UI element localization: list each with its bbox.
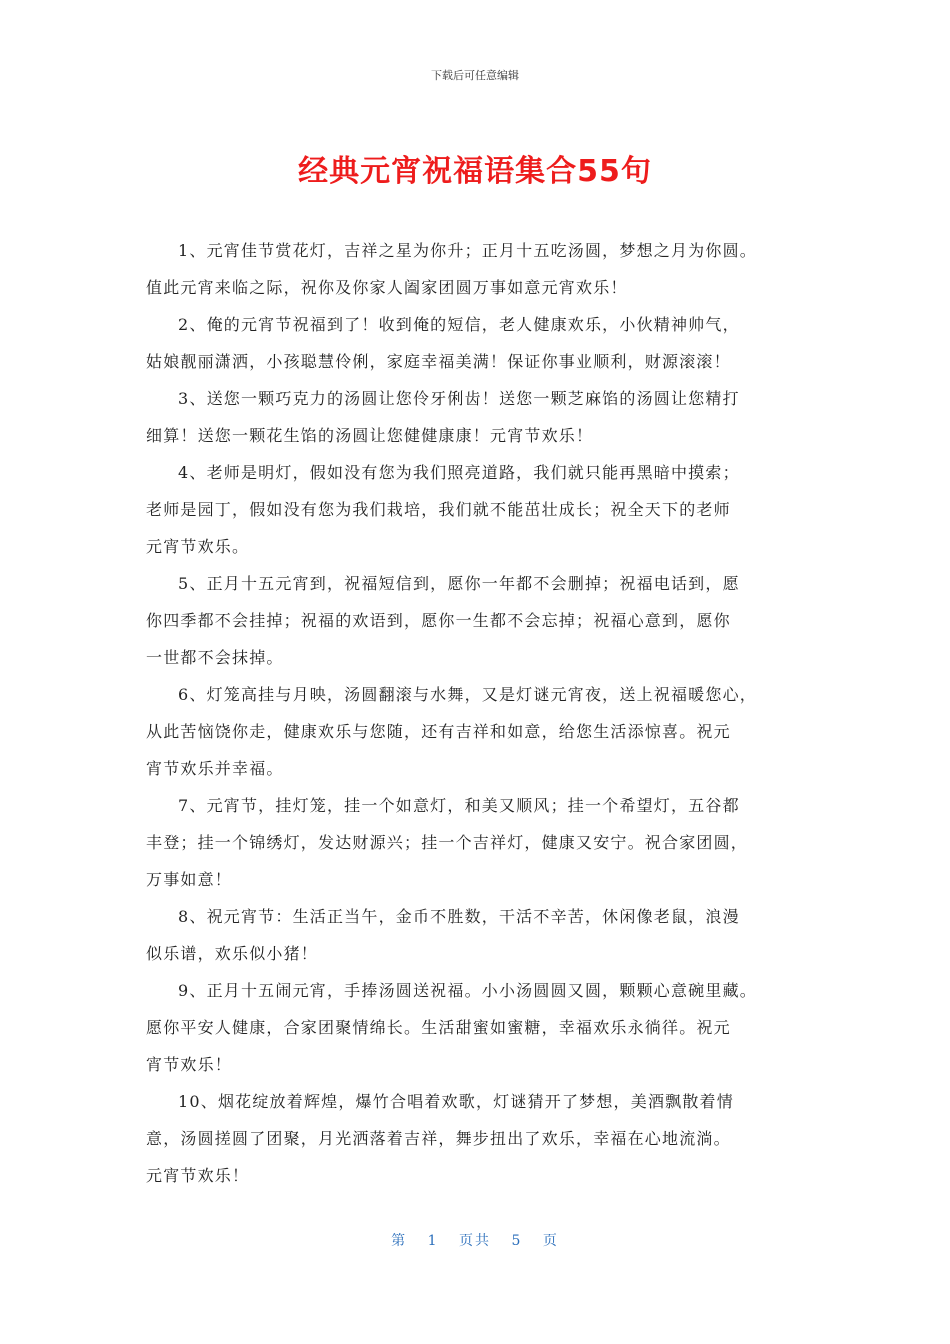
paragraph [146,380,826,454]
footer-page-label: 第 [391,1233,408,1249]
footer-total-label: 页共 [459,1233,491,1249]
paragraph-line: 意，汤圆搓圆了团聚，月光洒落着吉祥，舞步扭出了欢乐，幸福在心地流淌。 [146,1129,731,1148]
paragraph [146,787,826,898]
paragraph-line: 元宵节欢乐。 [146,537,250,556]
paragraph [146,972,826,1083]
paragraph [146,232,826,306]
paragraph-line: 似乐谱，欢乐似小猪！ [146,944,319,963]
paragraph [146,1083,826,1194]
paragraph-line: 3、送您一颗巧克力的汤圆让您伶牙俐齿！送您一颗芝麻馅的汤圆让您精打 [178,389,740,408]
paragraph-line: 值此元宵来临之际，祝你及你家人阖家团圆万事如意元宵欢乐！ [146,278,628,297]
footer-page-number: 1 [427,1233,439,1249]
paragraph-line: 姑娘靓丽潇洒，小孩聪慧伶俐，家庭幸福美满！保证你事业顺利，财源滚滚！ [146,352,731,371]
paragraph-line: 1、元宵佳节赏花灯，吉祥之星为你升；正月十五吃汤圆，梦想之月为你圆。 [178,241,757,260]
page-footer [0,1230,950,1250]
paragraph-line: 2、俺的元宵节祝福到了！收到俺的短信，老人健康欢乐，小伙精神帅气， [178,315,740,334]
paragraph-line: 宵节欢乐并幸福。 [146,759,284,778]
paragraph-line: 7、元宵节，挂灯笼，挂一个如意灯，和美又顺风；挂一个希望灯，五谷都 [178,796,740,815]
paragraph-line: 宵节欢乐！ [146,1055,233,1074]
paragraph [146,898,826,972]
paragraph-line: 元宵节欢乐！ [146,1166,250,1185]
page-header: 下载后可任意编辑 [431,69,519,82]
paragraph-line: 丰登；挂一个锦绣灯，发达财源兴；挂一个吉祥灯，健康又安宁。祝合家团圆， [146,833,749,852]
paragraph-line: 从此苦恼饶你走，健康欢乐与您随，还有吉祥和如意，给您生活添惊喜。祝元 [146,722,731,741]
paragraph [146,454,826,565]
paragraph-line: 愿你平安人健康，合家团聚情绵长。生活甜蜜如蜜糖，幸福欢乐永徜徉。祝元 [146,1018,731,1037]
paragraph [146,306,826,380]
paragraph-line: 6、灯笼高挂与月映，汤圆翻滚与水舞，又是灯谜元宵夜，送上祝福暖您心， [178,685,757,704]
paragraph-line: 一世都不会抹掉。 [146,648,284,667]
paragraph-line: 4、老师是明灯，假如没有您为我们照亮道路，我们就只能再黑暗中摸索； [178,463,740,482]
document-title: 经典元宵祝福语集合55句 [298,154,652,189]
paragraph-line: 万事如意！ [146,870,233,889]
paragraph-line: 你四季都不会挂掉；祝福的欢语到，愿你一生都不会忘掉；祝福心意到，愿你 [146,611,731,630]
paragraph-line: 10、烟花绽放着辉煌，爆竹合唱着欢歌，灯谜猜开了梦想，美酒飘散着情 [178,1092,734,1111]
footer-total-pages: 5 [511,1233,523,1249]
document-body [146,232,826,1194]
paragraph-line: 5、正月十五元宵到，祝福短信到，愿你一年都不会删掉；祝福电话到，愿 [178,574,740,593]
paragraph [146,565,826,676]
paragraph [146,676,826,787]
paragraph-line: 9、正月十五闹元宵，手捧汤圆送祝福。小小汤圆圆又圆，颗颗心意碗里藏。 [178,981,757,1000]
paragraph-line: 老师是园丁，假如没有您为我们栽培，我们就不能茁壮成长；祝全天下的老师 [146,500,731,519]
footer-end-label: 页 [542,1233,559,1249]
paragraph-line: 细算！送您一颗花生馅的汤圆让您健健康康！元宵节欢乐！ [146,426,594,445]
paragraph-line: 8、祝元宵节：生活正当午，金币不胜数，干活不辛苦，休闲像老鼠，浪漫 [178,907,740,926]
